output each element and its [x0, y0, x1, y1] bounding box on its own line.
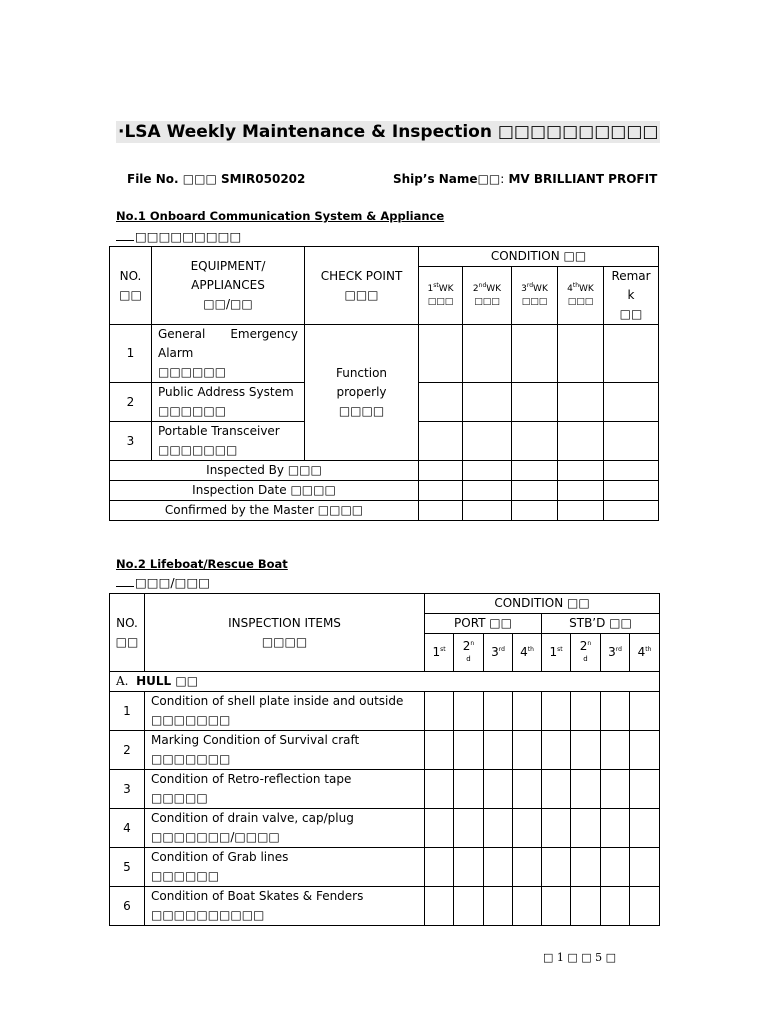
- cell-wk4[interactable]: [558, 325, 604, 383]
- ship-label-zh: □□:: [477, 172, 505, 186]
- cell-port-2[interactable]: [454, 692, 484, 731]
- section1-heading: No.1 Onboard Communication System & Appliance: [116, 209, 445, 223]
- row-number: 5: [110, 848, 145, 887]
- cell-port-3[interactable]: [484, 848, 513, 887]
- cell-port-2[interactable]: [454, 731, 484, 770]
- file-value: SMIR050202: [220, 172, 306, 186]
- cell-port-2[interactable]: [454, 887, 484, 926]
- cell-port-3[interactable]: [484, 887, 513, 926]
- cell-port-1[interactable]: [425, 809, 454, 848]
- table-row: [110, 731, 660, 770]
- row-number: 4: [110, 809, 145, 848]
- row-number: 3: [110, 770, 145, 809]
- header-no: NO. □□: [110, 594, 145, 672]
- inspection-item: Condition of drain valve, cap/plug □□□□□□□/□□□□: [145, 809, 425, 848]
- header-equipment: EQUIPMENT/ APPLIANCES □□/□□: [152, 247, 305, 325]
- row-number: 3: [110, 422, 152, 461]
- file-number: [127, 172, 305, 186]
- cell-port-4[interactable]: [513, 731, 542, 770]
- cell-stbd-1[interactable]: [542, 887, 571, 926]
- cell-wk1[interactable]: [419, 481, 463, 501]
- cell-remark[interactable]: [604, 481, 659, 501]
- header-remark: Remar k □□: [604, 267, 659, 325]
- cell-wk4[interactable]: [558, 383, 604, 422]
- file-label-zh: □□□: [182, 172, 217, 186]
- header-condition: CONDITION □□: [425, 594, 660, 614]
- cell-stbd-3[interactable]: [601, 809, 630, 848]
- inspected-by-label: Inspected By □□□: [110, 461, 419, 481]
- cell-stbd-4[interactable]: [630, 692, 660, 731]
- table-row: [110, 848, 660, 887]
- header-stbd-3rd: 3rd: [601, 634, 630, 672]
- header-stbd: STB’D □□: [542, 614, 660, 634]
- cell-wk4[interactable]: [558, 422, 604, 461]
- cell-stbd-2[interactable]: [571, 848, 601, 887]
- table-row: [110, 325, 659, 383]
- cell-stbd-4[interactable]: [630, 770, 660, 809]
- header-check-point: CHECK POINT □□□: [305, 247, 419, 325]
- group-hull: A. HULL □□: [110, 672, 660, 692]
- cell-wk2[interactable]: [463, 422, 512, 461]
- table-row: [110, 770, 660, 809]
- inspection-item: Marking Condition of Survival craft □□□□□□□: [145, 731, 425, 770]
- header-port-1st: 1st: [425, 634, 454, 672]
- header-wk2: 2ndWK □□□: [463, 267, 512, 325]
- cell-stbd-2[interactable]: [571, 770, 601, 809]
- cell-stbd-2[interactable]: [571, 809, 601, 848]
- cell-stbd-1[interactable]: [542, 848, 571, 887]
- cell-stbd-3[interactable]: [601, 848, 630, 887]
- cell-stbd-1[interactable]: [542, 692, 571, 731]
- inspected-by-row: [110, 461, 659, 481]
- cell-wk2[interactable]: [463, 325, 512, 383]
- cell-stbd-3[interactable]: [601, 731, 630, 770]
- cell-port-2[interactable]: [454, 848, 484, 887]
- cell-port-1[interactable]: [425, 731, 454, 770]
- ship-value: MV BRILLIANT PROFIT: [508, 172, 658, 186]
- cell-stbd-4[interactable]: [630, 809, 660, 848]
- header-stbd-2nd: 2$^n$ d: [571, 634, 601, 672]
- inspection-item: Condition of Grab lines □□□□□□: [145, 848, 425, 887]
- ship-name: [393, 172, 657, 186]
- cell-wk1[interactable]: [419, 325, 463, 383]
- cell-remark[interactable]: [604, 501, 659, 521]
- row-number: 2: [110, 731, 145, 770]
- table-row: [110, 809, 660, 848]
- cell-wk2[interactable]: [463, 383, 512, 422]
- cell-port-2[interactable]: [454, 809, 484, 848]
- inspection-date-label: Inspection Date □□□□: [110, 481, 419, 501]
- cell-stbd-3[interactable]: [601, 692, 630, 731]
- inspection-item: Condition of shell plate inside and outside □□□□□□□: [145, 692, 425, 731]
- cell-stbd-4[interactable]: [630, 848, 660, 887]
- confirmed-by-label: Confirmed by the Master □□□□: [110, 501, 419, 521]
- row-number: 1: [110, 692, 145, 731]
- header-inspection-items: INSPECTION ITEMS □□□□: [145, 594, 425, 672]
- cell-wk4[interactable]: [558, 461, 604, 481]
- table-row: [110, 887, 660, 926]
- cell-stbd-1[interactable]: [542, 809, 571, 848]
- cell-remark[interactable]: [604, 422, 659, 461]
- header-port-2nd: 2$^n$ d: [454, 634, 484, 672]
- cell-stbd-3[interactable]: [601, 770, 630, 809]
- confirmed-by-row: [110, 501, 659, 521]
- inspection-date-row: [110, 481, 659, 501]
- cell-stbd-2[interactable]: [571, 731, 601, 770]
- row-number: 1: [110, 325, 152, 383]
- header-stbd-4th: 4th: [630, 634, 660, 672]
- header-stbd-1st: 1st: [542, 634, 571, 672]
- cell-wk1[interactable]: [419, 422, 463, 461]
- cell-wk4[interactable]: [558, 481, 604, 501]
- section1-subheading: □□□□□□□□□: [116, 229, 241, 244]
- cell-wk3[interactable]: [512, 461, 558, 481]
- communication-table: [109, 246, 659, 521]
- cell-port-4[interactable]: [513, 770, 542, 809]
- check-point-cell: Function properly □□□□: [305, 325, 419, 461]
- cell-port-1[interactable]: [425, 770, 454, 809]
- cell-wk3[interactable]: [512, 422, 558, 461]
- header-condition: CONDITION □□: [419, 247, 659, 267]
- equipment-name: Portable Transceiver □□□□□□□: [152, 422, 305, 461]
- cell-wk1[interactable]: [419, 461, 463, 481]
- cell-stbd-4[interactable]: [630, 887, 660, 926]
- file-label: File No.: [127, 172, 179, 186]
- cell-wk4[interactable]: [558, 501, 604, 521]
- cell-wk1[interactable]: [419, 383, 463, 422]
- cell-stbd-1[interactable]: [542, 731, 571, 770]
- header-wk3: 3rdWK □□□: [512, 267, 558, 325]
- header-wk1: 1stWK □□□: [419, 267, 463, 325]
- section2-subheading: □□□/□□□: [116, 575, 210, 590]
- header-wk4: 4thWK □□□: [558, 267, 604, 325]
- cell-port-3[interactable]: [484, 692, 513, 731]
- header-port-4th: 4th: [513, 634, 542, 672]
- cell-remark[interactable]: [604, 461, 659, 481]
- row-number: 2: [110, 383, 152, 422]
- row-number: 6: [110, 887, 145, 926]
- cell-wk3[interactable]: [512, 501, 558, 521]
- cell-port-4[interactable]: [513, 887, 542, 926]
- cell-wk3[interactable]: [512, 325, 558, 383]
- cell-wk2[interactable]: [463, 481, 512, 501]
- header-port: PORT □□: [425, 614, 542, 634]
- cell-port-1[interactable]: [425, 848, 454, 887]
- cell-stbd-4[interactable]: [630, 731, 660, 770]
- cell-wk3[interactable]: [512, 383, 558, 422]
- cell-wk2[interactable]: [463, 461, 512, 481]
- cell-port-4[interactable]: [513, 692, 542, 731]
- cell-port-3[interactable]: [484, 809, 513, 848]
- cell-port-4[interactable]: [513, 809, 542, 848]
- cell-port-3[interactable]: [484, 731, 513, 770]
- cell-port-4[interactable]: [513, 848, 542, 887]
- cell-stbd-3[interactable]: [601, 887, 630, 926]
- cell-port-1[interactable]: [425, 887, 454, 926]
- cell-port-1[interactable]: [425, 692, 454, 731]
- cell-stbd-2[interactable]: [571, 692, 601, 731]
- cell-stbd-1[interactable]: [542, 770, 571, 809]
- cell-wk2[interactable]: [463, 501, 512, 521]
- ship-label: Ship’s Name: [393, 172, 478, 186]
- equipment-name: Public Address System □□□□□□: [152, 383, 305, 422]
- cell-remark[interactable]: [604, 383, 659, 422]
- equipment-name: General Emergency Alarm □□□□□□: [152, 325, 305, 383]
- cell-stbd-2[interactable]: [571, 887, 601, 926]
- lifeboat-table: [109, 593, 660, 926]
- document-title: ·LSA Weekly Maintenance & Inspection □□□□□□□□□□: [118, 122, 659, 142]
- section2-heading: No.2 Lifeboat/Rescue Boat: [116, 557, 288, 571]
- cell-remark[interactable]: [604, 325, 659, 383]
- cell-port-2[interactable]: [454, 770, 484, 809]
- cell-wk1[interactable]: [419, 501, 463, 521]
- inspection-item: Condition of Boat Skates & Fenders □□□□□□□□□□: [145, 887, 425, 926]
- page-number: □ 1 □ □ 5 □: [543, 951, 617, 964]
- header-port-3rd: 3rd: [484, 634, 513, 672]
- cell-wk3[interactable]: [512, 481, 558, 501]
- cell-port-3[interactable]: [484, 770, 513, 809]
- header-no: NO. □□: [110, 247, 152, 325]
- table-row: [110, 692, 660, 731]
- inspection-item: Condition of Retro-reflection tape □□□□□: [145, 770, 425, 809]
